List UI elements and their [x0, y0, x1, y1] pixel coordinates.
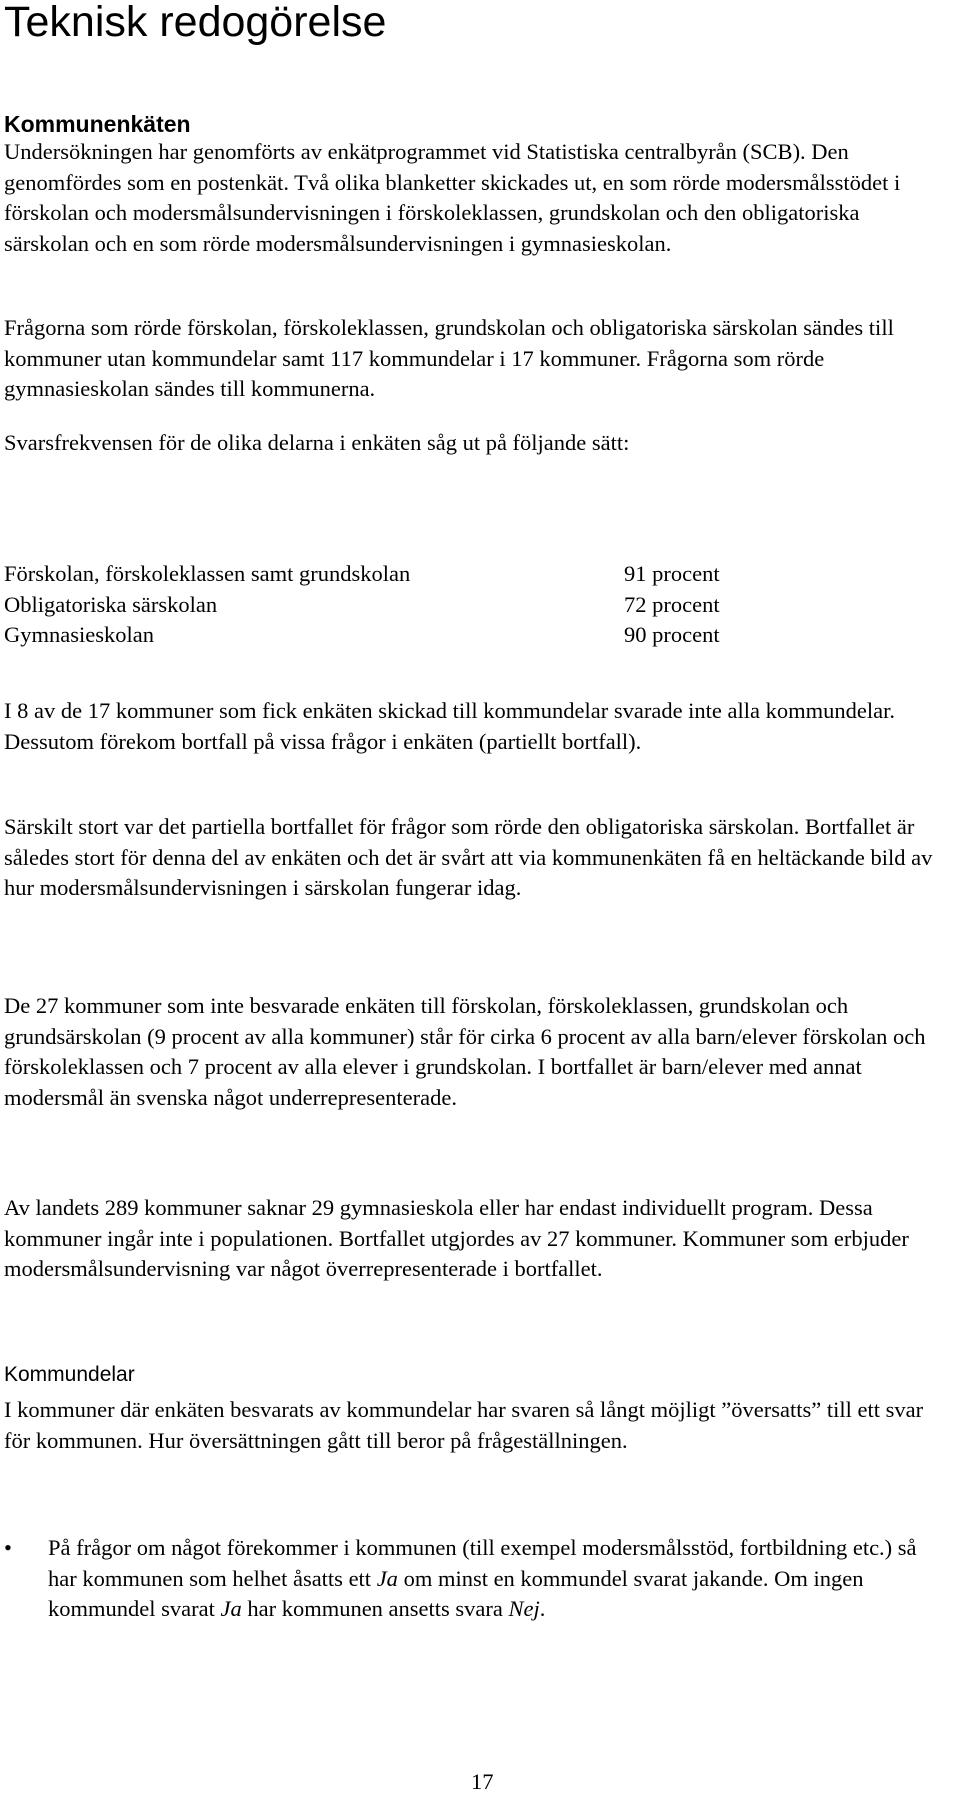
- response-rate-table: [4, 559, 824, 651]
- response-rate-value: 90 procent: [624, 622, 720, 647]
- bullet-icon: •: [4, 1535, 12, 1560]
- bullet-emphasis-nej: Nej: [508, 1596, 540, 1621]
- subsection-heading-kommundelar: Kommundelar: [4, 1363, 135, 1386]
- response-rate-label: Gymnasieskolan: [4, 622, 154, 647]
- list-item: [4, 1533, 944, 1625]
- section-heading-kommunenkaten: Kommunenkäten: [4, 111, 191, 137]
- paragraph-gymnasium-population: Av landets 289 kommuner saknar 29 gymnasieskola eller har endast individuellt program. Dessa kommuner ingår inte i populationen. Bortfallet utgjordes av 27 kommuner. Kommuner som erbjuder modersmålsundervisning var något överrepresenterade i bortfallet.: [4, 1195, 909, 1281]
- paragraph-nonresponse-municipalities: De 27 kommuner som inte besvarade enkäten till förskolan, förskoleklassen, grundskolan och grundsärskolan (9 procent av alla kommuner) står för cirka 6 procent av alla barn/elever förskolan och förskoleklassen och 7 procent av alla elever i grundskolan. I bortfallet är barn/elever med annat modersmål än svenska något underrepresenterade.: [4, 993, 926, 1110]
- page-title: Teknisk redogörelse: [4, 0, 387, 46]
- bullet-text-part: .: [539, 1596, 546, 1621]
- bullet-text-part: har kommunen ansetts svara: [241, 1596, 509, 1621]
- paragraph-district-translation: I kommuner där enkäten besvarats av kommundelar har svaren så långt möjligt ”översatts” till ett svar för kommunen. Hur översättningen gått till beror på frågeställningen.: [4, 1397, 924, 1453]
- paragraph-municipal-dropout: I 8 av de 17 kommuner som fick enkäten skickad till kommundelar svarade inte alla kommundelar. Dessutom förekom bortfall på vissa frågor i enkäten (partiellt bortfall).: [4, 698, 896, 754]
- paragraph-partial-dropout: Särskilt stort var det partiella bortfallet för frågor som rörde den obligatoriska särskolan. Bortfallet är således stort för denna del av enkäten och det är svårt att via kommunenkäten få en heltäckande bild av hur modersmålsundervisningen i särskolan fungerar idag.: [4, 814, 933, 900]
- paragraph-survey-recipients: Frågorna som rörde förskolan, förskoleklassen, grundskolan och obligatoriska särskolan sändes till kommuner utan kommundelar samt 117 kommundelar i 17 kommuner. Frågorna som rörde gymnasieskolan sändes till kommunerna.: [4, 315, 894, 401]
- bullet-emphasis-ja: Ja: [220, 1596, 242, 1621]
- response-rate-label: Obligatoriska särskolan: [4, 591, 218, 617]
- bullet-text-part: På frågor om något förekommer i kommunen (till exempel modersmålsstöd, fortbildning etc.) så har kommunen som helhet åsatts ett: [48, 1535, 917, 1591]
- response-rate-row: [4, 620, 824, 651]
- bullet-emphasis-ja: Ja: [376, 1565, 398, 1591]
- bullet-text-part: om minst en kommundel svarat jakande. Om ingen kommundel svarat: [48, 1565, 864, 1621]
- response-rate-row: [4, 590, 824, 621]
- bullet-list: [4, 1533, 944, 1625]
- response-rate-value: 72 procent: [624, 591, 720, 617]
- paragraph-response-rate-intro: Svarsfrekvensen för de olika delarna i enkäten såg ut på följande sätt:: [4, 430, 630, 455]
- response-rate-label: Förskolan, förskoleklassen samt grundskolan: [4, 561, 411, 586]
- response-rate-value: 91 procent: [624, 561, 720, 586]
- paragraph-survey-method: Undersökningen har genomförts av enkätprogrammet vid Statistiska centralbyrån (SCB). Den genomfördes som en postenkät. Två olika blanketter skickades ut, en som rörde modersmålsstödet i förskolan och modersmålsundervisningen i förskoleklassen, grundskolan och den obligatoriska särskolan och en som rörde modersmålsundervisningen i gymnasieskolan.: [4, 139, 901, 256]
- page-number: 17: [471, 1769, 494, 1794]
- response-rate-row: [4, 559, 824, 590]
